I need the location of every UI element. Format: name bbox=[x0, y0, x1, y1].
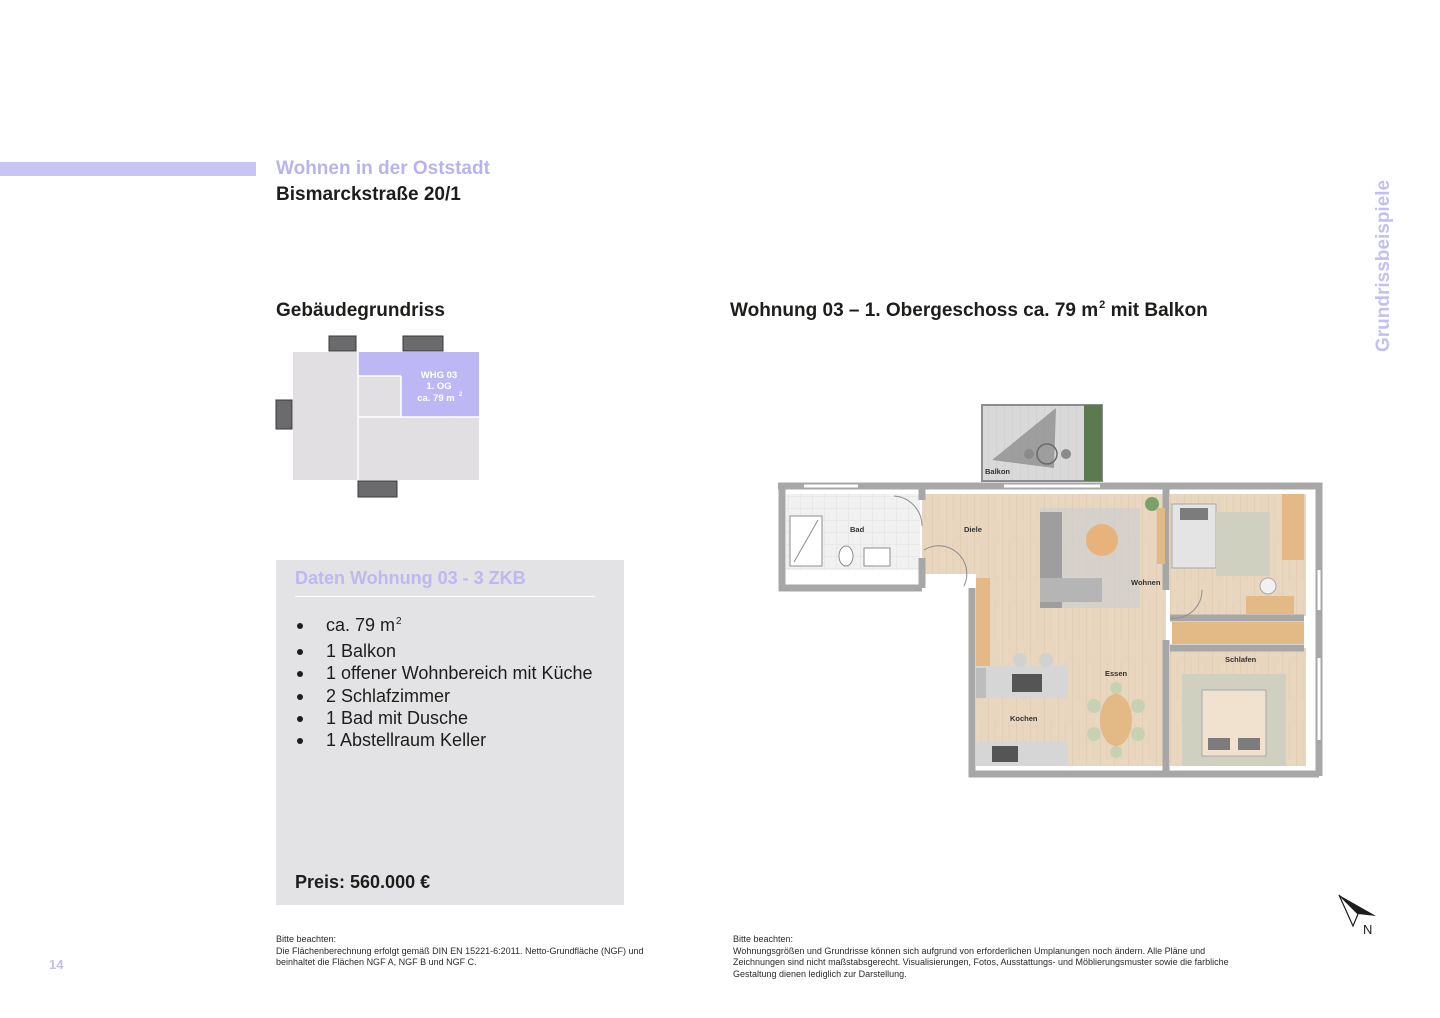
accent-bar bbox=[0, 162, 256, 176]
dining-table bbox=[1100, 694, 1132, 746]
feature-item bbox=[295, 685, 593, 707]
apartment-plan-title bbox=[730, 300, 1208, 322]
highlight-label-3: ca. 79 m bbox=[417, 393, 455, 404]
room-label-diele: Diele bbox=[964, 525, 982, 534]
apartment-title-main: Wohnung 03 – 1. Obergeschoss ca. 79 m bbox=[730, 300, 1099, 321]
apartment-data-box bbox=[276, 560, 624, 905]
stair-top-left bbox=[329, 336, 356, 351]
kitchen-counter-left bbox=[976, 578, 990, 668]
note-left bbox=[276, 934, 716, 969]
room-label-bad: Bad bbox=[850, 525, 865, 534]
page-title: Bismarckstraße 20/1 bbox=[276, 184, 461, 205]
feature-item bbox=[295, 640, 593, 662]
feature-item bbox=[295, 614, 593, 640]
feature-text: 2 Schlafzimmer bbox=[326, 685, 451, 706]
core-area bbox=[358, 376, 401, 417]
stair-bottom bbox=[358, 481, 397, 497]
note-right-line: Gestaltung dienen lediglich zur Darstellung. bbox=[733, 968, 907, 979]
highlight-label-sup: 2 bbox=[459, 392, 463, 398]
wardrobe-2 bbox=[1172, 622, 1304, 644]
room-label-wohnen: Wohnen bbox=[1131, 578, 1161, 587]
feature-item bbox=[295, 729, 593, 751]
feature-item bbox=[295, 662, 593, 684]
data-box-title: Daten Wohnung 03 - 3 ZKB bbox=[295, 568, 526, 588]
note-right-line: Wohnungsgrößen und Grundrisse können sich aufgrund von erforderlichen Umplanungen noch ändern. Alle Pläne und bbox=[733, 945, 1206, 956]
bedroom1-rug bbox=[1216, 512, 1270, 576]
feature-text: 1 Abstellraum Keller bbox=[326, 730, 487, 751]
cooktop bbox=[1012, 674, 1042, 692]
feature-list bbox=[295, 614, 593, 751]
note-left-line: Die Flächenberechnung erfolgt gemäß DIN EN 15221-6:2011. Netto-Grundfläche (NGF) und bbox=[276, 945, 644, 956]
feature-sup: 2 bbox=[396, 616, 402, 627]
note-left-line: beinhaltet die Flächen NGF A, NGF B und NGF C. bbox=[276, 957, 477, 968]
feature-item bbox=[295, 707, 593, 729]
feature-text: 1 offener Wohnbereich mit Küche bbox=[326, 663, 593, 684]
data-box-divider bbox=[295, 596, 595, 597]
highlight-label-1: WHG 03 bbox=[420, 370, 458, 381]
feature-text: 1 Balkon bbox=[326, 641, 397, 662]
note-right bbox=[733, 934, 1333, 980]
wardrobe-1 bbox=[1282, 494, 1304, 560]
balcony-planter bbox=[1084, 405, 1102, 481]
price: Preis: 560.000 € bbox=[295, 872, 431, 892]
highlight-label-2: 1. OG bbox=[426, 381, 452, 392]
washbasin bbox=[864, 548, 890, 566]
page-number: 14 bbox=[49, 957, 64, 972]
stair-left bbox=[276, 400, 292, 429]
note-right-line: Zeichnungen sind nicht maßstabsgerecht. Visualisierungen, Fotos, Ausstattungs- und Möblierungsmuster sowie die farbliche bbox=[733, 957, 1229, 968]
north-label: N bbox=[1363, 922, 1373, 937]
section-label: Grundrissbeispiele bbox=[1373, 179, 1394, 352]
building-plan bbox=[272, 332, 484, 502]
desk bbox=[1246, 596, 1294, 614]
stair-top-right bbox=[403, 336, 443, 351]
room-label-essen: Essen bbox=[1105, 669, 1128, 678]
page-kicker: Wohnen in der Oststadt bbox=[276, 158, 490, 179]
apartment-floor-plan bbox=[764, 400, 1326, 780]
note-right-heading: Bitte beachten: bbox=[733, 934, 794, 944]
coffee-table bbox=[1086, 524, 1118, 556]
kitchen-counter-bottom bbox=[976, 742, 1068, 766]
apartment-title-suffix: mit Balkon bbox=[1105, 300, 1208, 321]
feature-text: ca. 79 m bbox=[326, 615, 396, 635]
room-label-kochen: Kochen bbox=[1010, 714, 1038, 723]
feature-text: 1 Bad mit Dusche bbox=[326, 707, 469, 728]
room-label-balkon: Balkon bbox=[985, 467, 1011, 476]
building-plan-title: Gebäudegrundriss bbox=[276, 300, 445, 321]
toilet bbox=[839, 546, 853, 566]
note-left-heading: Bitte beachten: bbox=[276, 934, 337, 944]
room-label-schlafen: Schlafen bbox=[1225, 655, 1257, 664]
north-arrow-icon bbox=[1336, 892, 1384, 938]
apartment-title-sup: 2 bbox=[1099, 299, 1106, 311]
